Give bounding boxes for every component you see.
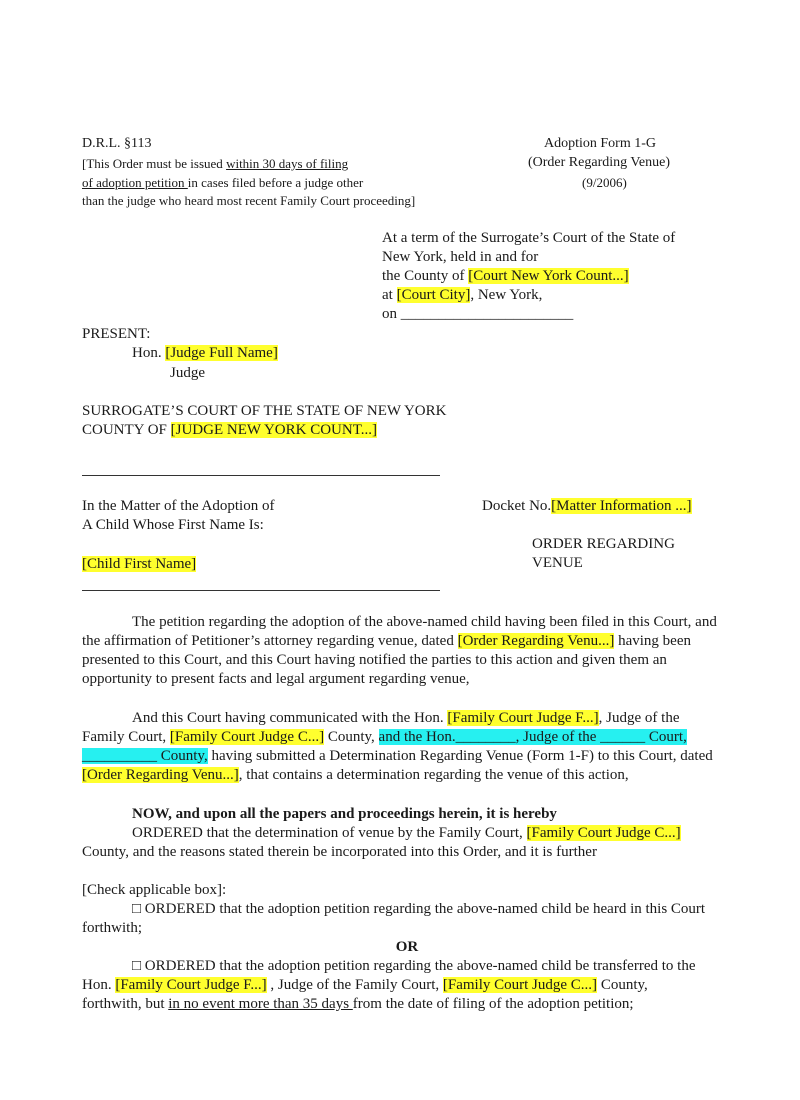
term-county-line: the County of [Court New York Count...] [382, 268, 629, 284]
instruction-note-line-2: of adoption petition in cases filed before a judge other [82, 175, 364, 190]
transfer-county-field[interactable]: [Family Court Judge C...] [442, 977, 598, 993]
present-judge-line: Hon. [Judge Full Name] [132, 345, 278, 361]
court-county-line: COUNTY OF [JUDGE NEW YORK COUNT...] [82, 422, 377, 438]
now-heading: NOW, and upon all the papers and proceedings herein, it is hereby [132, 806, 557, 822]
court-county-field[interactable]: [Court New York Count...] [468, 268, 629, 284]
option-transfer[interactable]: □ ORDERED that the adoption petition regarding the above-named child be transferred to the [132, 958, 696, 974]
court-city-field[interactable]: [Court City] [396, 287, 471, 303]
check-instruction: [Check applicable box]: [82, 882, 227, 898]
present-label: PRESENT: [82, 326, 151, 342]
term-line-2: New York, held in and for [382, 249, 539, 265]
form-title: (Order Regarding Venue) [528, 155, 671, 170]
or-separator: OR [395, 939, 419, 955]
order-title-line-2: VENUE [532, 555, 583, 571]
docket-line: Docket No.[Matter Information ...] [482, 498, 692, 514]
venue-county-field[interactable]: [Family Court Judge C...] [526, 825, 681, 841]
judge-full-name-field[interactable]: [Judge Full Name] [165, 345, 278, 361]
statute-ref: D.R.L. §113 [82, 136, 152, 151]
term-line-1: At a term of the Surrogate’s Court of the State of [382, 230, 676, 246]
court-name: SURROGATE’S COURT OF THE STATE OF NEW YORK [82, 403, 447, 419]
child-name-line [82, 556, 196, 573]
judge-label: Judge [170, 365, 205, 381]
transfer-judge-field[interactable]: [Family Court Judge F...] [115, 977, 267, 993]
family-court-judge-field[interactable]: [Family Court Judge F...] [447, 710, 599, 726]
affirmation-date-field[interactable]: [Order Regarding Venu...] [457, 633, 615, 649]
instruction-note-line-3: than the judge who heard most recent Family Court proceeding] [82, 193, 416, 208]
caption-divider-bottom [82, 590, 440, 591]
family-court-county-field[interactable]: [Family Court Judge C...] [169, 729, 325, 745]
form-date: (9/2006) [582, 175, 627, 190]
ordering-paragraph: NOW, and upon all the papers and proceedings herein, it is hereby ORDERED that the determination of venue by the Family Court, [Family Court Judge C...] County, and the reasons stated therein be incorporated into this Order, and it is further [82, 805, 782, 862]
recital-paragraph-1: The petition regarding the adoption of the above-named child having been filed in this Court, and the affirmation of Petitioner’s attorney regarding venue, dated [Order Regarding Venu...] having been presented to this Court, and this Court having notified the parties to this action and given them an opportunity to present facts and legal argument regarding venue, [82, 614, 717, 687]
caption-divider-top [82, 475, 440, 476]
matter-line-2: A Child Whose First Name Is: [82, 517, 264, 533]
child-first-name-field[interactable]: [Child First Name] [82, 556, 197, 572]
term-date-blank[interactable]: _______________________ [400, 306, 574, 322]
term-city-line: at [Court City], New York, [382, 287, 543, 303]
judge-county-field[interactable]: [JUDGE NEW YORK COUNT...] [170, 422, 377, 438]
other-county-blank[interactable]: __________ County, [82, 748, 208, 764]
term-date-line: on _______________________ [382, 306, 574, 322]
recital-paragraph-2: And this Court having communicated with the Hon. [Family Court Judge F...], Judge of the Family Court, [Family Court Judge C...] County, and the Hon.________, Judge of the ______ Court, __________ County, having submitted a Determination Regarding Venue (Form 1-F) to this Court, dated [Order Regarding Venu...], that contains a determination regarding the venue of this action, [82, 710, 713, 783]
other-judge-blank[interactable]: and the Hon.________, Judge of the ______ Court, [378, 729, 687, 745]
choices-section: [Check applicable box]: □ ORDERED that the adoption petition regarding the above-named child be heard in this Court forthwith; OR □ ORDERED that the adoption petition regarding the above-named child be transferred to the Hon. [Family Court Judge F...] , Judge of the Family Court, [Family Court Judge C...] County, forthwith, but in no event more than 35 days from the date of filing of the adoption petition; [82, 881, 782, 1014]
form-name: Adoption Form 1-G [544, 136, 656, 151]
order-title-line-1: ORDER REGARDING [532, 536, 675, 552]
docket-number-field[interactable]: [Matter Information ...] [551, 498, 692, 514]
option-heard-here[interactable]: □ ORDERED that the adoption petition regarding the above-named child be heard in this Court [132, 901, 706, 917]
instruction-note-line-1: [This Order must be issued within 30 days of filing [82, 156, 349, 171]
matter-line-1: In the Matter of the Adoption of [82, 498, 275, 514]
determination-date-field[interactable]: [Order Regarding Venu...] [82, 767, 239, 783]
